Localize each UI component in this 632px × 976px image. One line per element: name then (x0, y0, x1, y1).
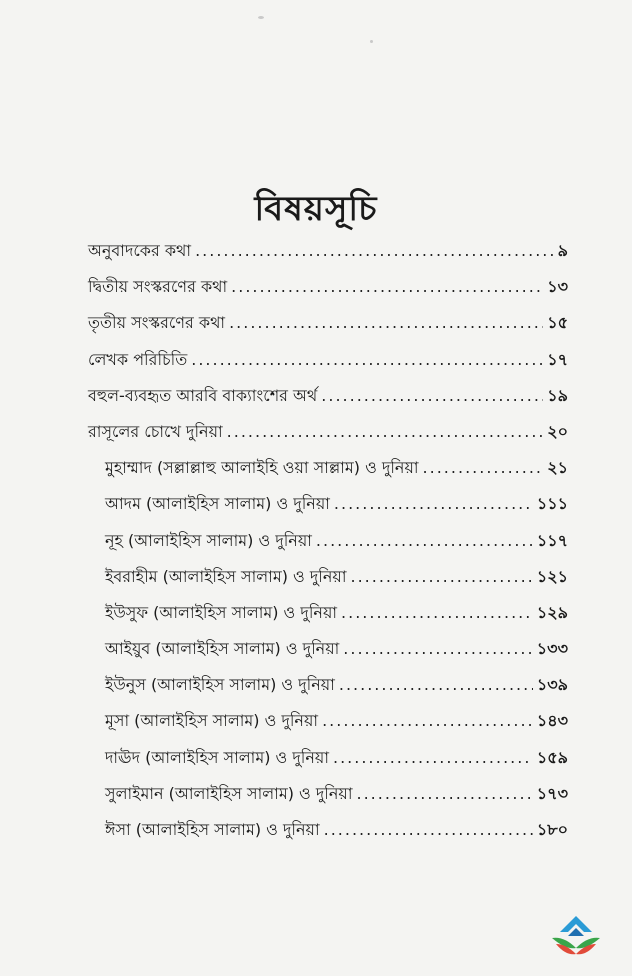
toc-entry-page-number: ১৪৩ (536, 711, 568, 731)
toc-entry-title: ঈসা (আলাইহিস সালাম) ও দুনিয়া (105, 820, 320, 839)
toc-entry (88, 672, 568, 708)
dot-leader (343, 639, 533, 658)
toc-entry-title: ইউসুফ (আলাইহিস সালাম) ও দুনিয়া (105, 602, 338, 622)
paper-mark (258, 16, 264, 19)
toc-entry (88, 383, 568, 419)
toc-entry (88, 238, 568, 274)
toc-entry-title: ইউনুস (আলাইহিস সালাম) ও দুনিয়া (105, 675, 335, 695)
toc-entry (88, 310, 568, 346)
toc-entry-page-number: ১৫ (547, 313, 568, 333)
toc-entry-title: রাসূলের চোখে দুনিয়া (88, 421, 223, 441)
toc-entry-page-number: ১৮০ (536, 820, 568, 839)
table-of-contents (88, 238, 568, 853)
toc-entry-title: দাঊদ (আলাইহিস সালাম) ও দুনিয়া (105, 747, 329, 767)
toc-entry-title: আইয়ুব (আলাইহিস সালাম) ও দুনিয়া (105, 639, 340, 659)
toc-entry-title: তৃতীয় সংস্করণের কথা (88, 313, 226, 333)
toc-entry-page-number: ১২১ (536, 566, 568, 586)
page-title: বিষয়সূচি (254, 188, 378, 229)
toc-entry (88, 636, 568, 672)
toc-entry-title: ইবরাহীম (আলাইহিস সালাম) ও দুনিয়া (105, 566, 347, 586)
toc-entry-page-number: ১৭৩ (536, 783, 568, 803)
dot-leader (322, 711, 533, 730)
toc-entry (88, 419, 568, 455)
dot-leader (321, 386, 543, 405)
toc-entry-page-number: ১৫৯ (536, 747, 568, 767)
toc-entry-page-number: ১১৭ (536, 530, 568, 550)
toc-entry-page-number: ২০ (547, 421, 568, 441)
toc-entry-title: মূসা (আলাইহিস সালাম) ও দুনিয়া (105, 711, 319, 731)
toc-entry-title: আদম (আলাইহিস সালাম) ও দুনিয়া (105, 494, 330, 514)
toc-entry-page-number: ২১ (547, 458, 568, 478)
publisher-logo-icon (548, 914, 604, 958)
toc-entry-title: বহুল-ব্যবহৃত আরবি বাক্যাংশের অর্থ (88, 385, 318, 405)
toc-entry-page-number: ১৩৯ (536, 675, 568, 695)
dot-leader (333, 748, 533, 767)
dot-leader (334, 494, 533, 513)
toc-entry (88, 600, 568, 636)
dot-leader (339, 675, 533, 694)
dot-leader (229, 313, 543, 332)
toc-entry-page-number: ১৩ (547, 277, 568, 297)
dot-leader (191, 350, 543, 369)
toc-entry-title: অনুবাদকের কথা (88, 241, 192, 260)
dot-leader (324, 820, 533, 839)
dot-leader (423, 458, 544, 477)
toc-entry (88, 564, 568, 600)
toc-entry (88, 745, 568, 781)
toc-entry-page-number: ১১১ (536, 494, 568, 514)
toc-entry (88, 817, 568, 853)
toc-entry (88, 528, 568, 564)
toc-entry (88, 781, 568, 817)
dot-leader (351, 567, 533, 586)
toc-entry-title: মুহাম্মাদ (সল্লাল্লাহু আলাইহি ওয়া সাল্লাম) ও দুনিয়া (105, 458, 419, 478)
toc-entry-title: নূহ (আলাইহিস সালাম) ও দুনিয়া (105, 530, 312, 550)
toc-entry-title: লেখক পরিচিতি (88, 349, 188, 369)
dot-leader (316, 531, 533, 550)
toc-entry-page-number: ১৯ (547, 385, 568, 405)
toc-entry (88, 274, 568, 310)
toc-entry (88, 455, 568, 491)
toc-entry-page-number: ১৩৩ (536, 639, 568, 659)
dot-leader (341, 603, 533, 622)
paper-mark (370, 40, 373, 43)
toc-entry-page-number: ৯ (557, 241, 568, 260)
dot-leader (195, 241, 554, 260)
dot-leader (231, 277, 543, 296)
toc-entry-title: দ্বিতীয় সংস্করণের কথা (88, 277, 228, 297)
toc-entry (88, 491, 568, 527)
toc-entry (88, 347, 568, 383)
toc-entry-page-number: ১৭ (547, 349, 568, 369)
toc-entry (88, 708, 568, 744)
dot-leader (357, 784, 533, 803)
dot-leader (227, 422, 544, 441)
toc-entry-page-number: ১২৯ (536, 602, 568, 622)
toc-entry-title: সুলাইমান (আলাইহিস সালাম) ও দুনিয়া (105, 783, 353, 803)
